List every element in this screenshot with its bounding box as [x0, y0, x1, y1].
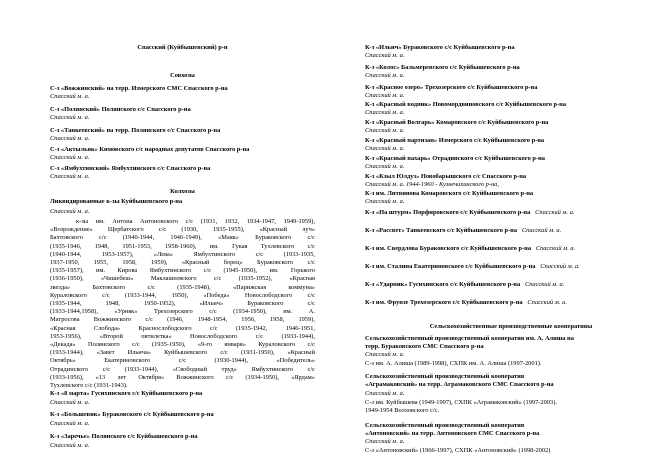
paragraph-line: «Возрождение» Щербатского с/с (1930, 1935-1955), «Красный луч» [50, 226, 315, 234]
coop-3-title-line-1: Сельскохозяйственный производственный кооператив [365, 422, 525, 429]
coop-1-title-line-2: терр. Бураковского СМС Спасского р-на [365, 343, 484, 350]
sovkhoz-note-2: Спасский м. а. [50, 114, 90, 121]
kolkhoz-note-litvinova: Спасский м. а. [365, 198, 405, 205]
kolkhoz-note-bolshevik: Спасский м. а. [50, 420, 90, 427]
paragraph-line: звезда» Бахтовского с/с (1935-1948), «Парижская коммуна» [50, 283, 315, 291]
kolkhoz-title-krasnoe-ozero: К-з «Красное озеро» Трехозерского с/с Куйбышевского р-на [365, 84, 538, 91]
paragraph-line: Октябрь» Екатериновского с/с (1930-1944), «Победитель» [50, 357, 315, 365]
kolkhoz-note-stalina: Спасский м. а. [540, 263, 580, 270]
paragraph-line: (1936-1950), «Чишебеш» Маклашеевского с/с (1935-1952), «Красная [50, 275, 315, 283]
cooperatives-heading: Сельскохозяйственные производственные кооперативы [429, 323, 593, 330]
kolkhoz-note-frunze: Спасский м. а. [527, 299, 567, 306]
kolkhoz-title-krasny-partizan: К-з «Красный партизан» Измерского с/с Куйбышевского р-на [365, 137, 545, 144]
kolkhoz-entry-frunze [365, 299, 567, 307]
paragraph-line: (1935-1944, 1948, 1950-1952), «Ильич» Бураковского с/с [50, 300, 315, 307]
kolkhoz-entry-sverdlova [365, 245, 575, 253]
kolkhoz-title-ilich: К-з «Ильич» Бураковского с/с Куйбышевского р-на [365, 44, 515, 51]
kolkhoz-note-krasny-vodnik: Спасский м. а. [365, 109, 405, 116]
page-title: Спасский (Куйбышевский) р-н [137, 44, 228, 51]
kolkhoz-note-kolos: Спасский м. а. [365, 72, 405, 79]
paragraph-line: Тухлевского с/с (1931-1943). [50, 382, 128, 389]
kolkhoz-entry-na-shturm [365, 209, 575, 217]
sovkhoz-note-5: Спасский м. а. [50, 173, 90, 180]
coop-3-note: Спасский м. а. [365, 438, 405, 445]
coop-2-title-line-2: «Аграмаковский» на терр. Аграмаковского СМС Спасского р-на [365, 381, 554, 388]
sovkhoz-title-3: С-з «Танкеевский» на терр. Полянского с/с Спасского р-на [50, 127, 221, 134]
kolkhoz-title-stalina: К-з им. Сталина Екатериновского с/с Куйбышевского р-на [365, 263, 536, 270]
kolkhoz-title-litvinova: К-з им. Литвинова Комаровского с/с Куйбышевского р-на [365, 190, 534, 197]
sovkhoz-note-4: Спасский м. а. [50, 154, 90, 161]
kolkhoz-note-sverdlova: Спасский м. а. [535, 245, 576, 252]
coop-2-history-line-2: 1949-1954 Волховского с/с. [365, 407, 440, 414]
kolkhoz-title-na-shturm: К-з «На штурм» Порфировского с/с Куйбышевского р-на [365, 209, 531, 216]
kolkhoz-note-8-marta: Спасский м. а. [50, 399, 90, 406]
kolkhoz-title-sverdlova: К-з им. Свердлова Бураковского с/с Куйбышевского р-на [365, 245, 532, 252]
sovkhoz-title-5: С-з «Ямбухтинский» Ямбухтинского с/с Спасского р-на [50, 165, 211, 172]
coop-3-title-line-2: «Антоновский» на терр. Антоновского СМС Спасского р-на [365, 430, 540, 437]
kolkhoz-title-zarechye: К-з «Заречье» Полянского с/с Куйбышевского р-на [50, 433, 198, 440]
coop-1-title-line-1: Сельскохозяйственный производственный кооператив им. А. Алиша на [365, 335, 574, 342]
kolkhoz-title-krasny-pakhar: К-з «Красный пахарь» Отрадинского с/с Куйбышевского р-на [365, 155, 545, 162]
kolkhoz-note-udarnik: Спасский м. а. [524, 281, 565, 288]
kolkhoz-note-krasny-partizan: Спасский м. а. [365, 145, 405, 152]
paragraph-line: «Красная Слобода» Краснослободского с/с (1935-1942, 1946-1951, [50, 324, 315, 332]
sovkhoz-note-3: Спасский м. а. [50, 135, 90, 142]
paragraph-line: Отрадинского с/с (1933-1944), «Свободный труд» Ямбухтинского с/с [50, 365, 315, 373]
kolkhoz-title-krasny-volgar: К-з «Красный Волгарь» Комаровского с/с Куйбышевского р-на [365, 119, 549, 126]
kolkhozy-heading: Колхозы [170, 188, 195, 195]
coop-3-history: С-з «Антоновский» (1966-1997), СХПК «Антоновский» (1998-2002) [365, 447, 551, 454]
coop-2-history-line-1: С-з им. Куйбышева (1949-1997), СХПК «Аграмаковский» (1997-2003). [365, 399, 557, 406]
kolkhoz-note-zarechye: Спасский м. а. [50, 442, 90, 449]
paragraph-line: «Декада» Полянского с/с (1935-1950), «9-го января» Кураловского с/с [50, 341, 315, 348]
kolkhoz-title-krasny-vodnik: К-з «Красный водник» Новомордвиновского с/с Куйбышевского р-на [365, 101, 567, 108]
paragraph-line: Матросова Вожжинского с/с (1946, 1948-1954, 1956, 1958, 1959), [50, 316, 315, 324]
kolkhoz-title-kolos: К-з «Колос» Бальмеревского с/с Куйбышевского р-на [365, 64, 520, 71]
kolkhoz-note-krasny-volgar: Спасский м. а. [365, 127, 405, 134]
paragraph-line: (1933-1956), «13 лет Октября» Вожжинского с/с (1934-1950), «Ярдам» [50, 373, 315, 381]
kolkhoz-entry-stalina [365, 263, 580, 271]
kolkhoz-note-ilich: Спасский м. а. [365, 52, 405, 59]
paragraph-line: (1933-1944), «Завет Ильича» Куйбышевского с/с (1931-1950), «Красный [50, 349, 315, 357]
coop-1-note: Спасский м. а. [365, 351, 405, 358]
kolkhoz-note-rassvet: Спасский м. а. [521, 227, 562, 234]
paragraph-line: к-зы им. Антона Антоновского с/с (1931, 1932, 1934-1947, 1949-1959), [76, 218, 315, 225]
paragraph-line: (1940-1944, 1953-1957), «Лева» Ямбухтинского с/с (1933-1935, [50, 250, 315, 258]
paragraph-line: Кураловского с/с (1933-1944, 1950), «Победа» Новослободского с/с [50, 291, 315, 299]
kolkhoz-note-krasny-pakhar: Спасский м. а. [365, 163, 405, 170]
sovkhozy-heading: Совхозы [170, 72, 195, 79]
kolkhoz-entry-rassvet [365, 227, 561, 235]
kolkhoz-note-krasnoe-ozero: Спасский м. а. [365, 92, 405, 99]
liquidated-title: Ликвидированные к-зы Куйбышевского р-на [50, 198, 183, 205]
kolkhoz-note-kzyl-yulduz: Спасский м. а. 1944-1960 - Кузнечихинского р-на, [365, 181, 499, 188]
sovkhoz-title-2: С-з «Полянский» Полянского с/с Спасского р-на [50, 106, 191, 113]
paragraph-line: 1953-1956), «Второй пятилетка» Новослободского с/с (1933-1944), [50, 332, 315, 340]
sovkhoz-title-1: С-з «Вожжинский» на терр. Измерского СМС Спасского р-на [50, 85, 228, 92]
paragraph-line: (1935-1957), им. Кирова Ямбухтинского с/с (1945-1950), им. Горького [50, 267, 315, 275]
kolkhoz-title-bolshevik: К-з «Большевик» Бураковского с/с Куйбышевского р-на [50, 411, 214, 418]
kolkhoz-note-na-shturm: Спасский м. а. [535, 209, 575, 216]
sovkhoz-note-1: Спасский м. а. [50, 93, 90, 100]
coop-1-history: С-з им. А. Алиша (1989-1998), СХПК им. А. Алиша (1997-2001). [365, 360, 542, 367]
liquidated-note: Спасский м. а. [50, 208, 90, 215]
kolkhoz-title-udarnik: К-з «Ударник» Гусихинского с/с Куйбышевского р-на [365, 281, 521, 288]
kolkhoz-entry-udarnik [365, 281, 564, 289]
paragraph-line: (1935-1946, 1948, 1951-1953, 1958-1960), им. Гукая Тухлевского с/с [50, 242, 315, 250]
kolkhoz-title-frunze: К-з им. Фрунзе Трехозерского с/с Куйбышевского р-на [365, 299, 523, 306]
kolkhoz-title-kzyl-yulduz: К-з «Кзыл Юлдуз» Новобарышского с/с Спасского р-на [365, 173, 527, 180]
coop-2-title-line-1: Сельскохозяйственный производственный кооператив [365, 373, 525, 380]
paragraph-line: 1937-1950, 1955, 1958, 1959), «Красный борец» Бураковского с/с [50, 259, 315, 266]
sovkhoz-title-4: С-з «Актыльяк» Кимовского с/с народных депутатов Спасского р-на [50, 146, 250, 153]
paragraph-line: (1933-1944,1958), «Урняк» Трехозерского с/с (1934-1950), им. А. [50, 308, 315, 316]
paragraph-line: Бахтовского с/с (1940-1944, 1946-1949), «Маяк» Бураковского с/с [50, 234, 315, 242]
coop-2-note: Спасский м. а. [365, 390, 405, 397]
kolkhoz-title-rassvet: К-з «Рассвет» Танкеевского с/с Куйбышевского р-на [365, 227, 518, 234]
kolkhoz-title-8-marta: К-з «8 марта» Гусихинского с/с Куйбышевского р-на [50, 390, 203, 397]
